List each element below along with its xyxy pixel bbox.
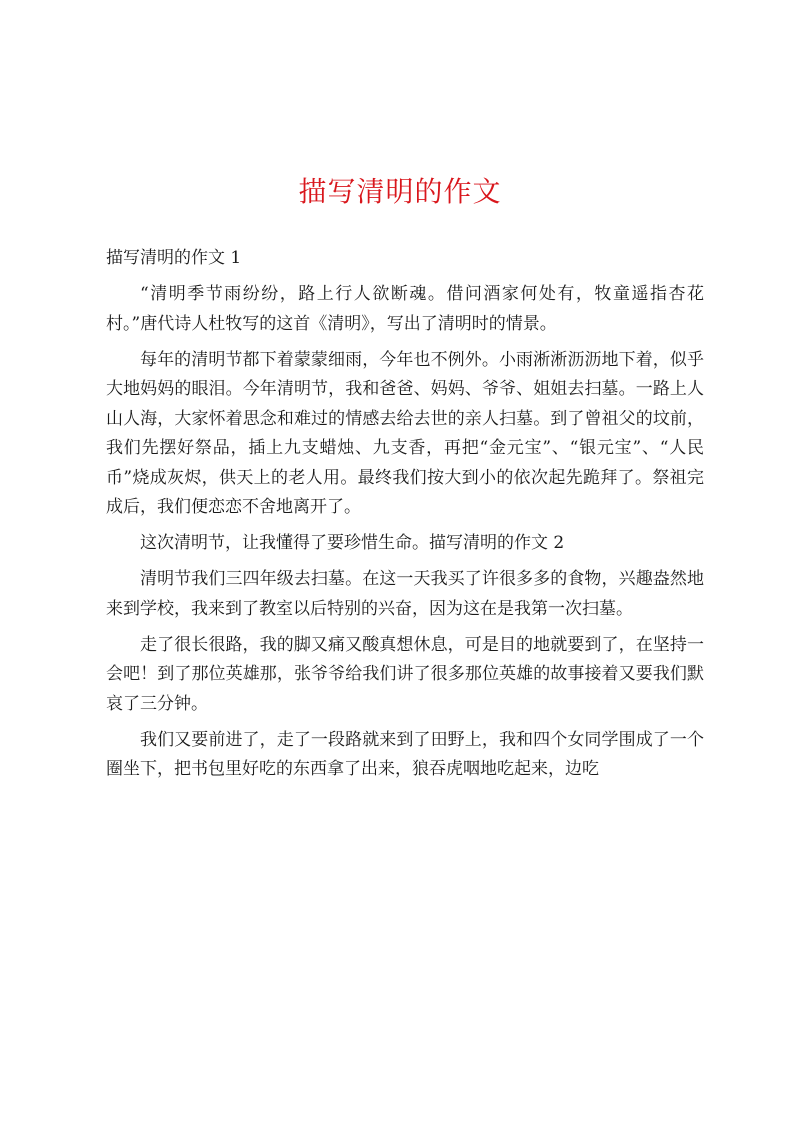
document-title: 描写清明的作文	[298, 175, 502, 208]
paragraph: “清明季节雨纷纷，路上行人欲断魂。借问酒家何处有，牧童遥指杏花村。”唐代诗人杜牧写的这首《清明》，写出了清明时的情景。	[106, 284, 704, 334]
paragraph: 每年的清明节都下着蒙蒙细雨，今年也不例外。小雨淅淅沥沥地下着，似乎大地妈妈的眼泪。今年清明节，我和爸爸、妈妈、爷爷、姐姐去扫墓。一路上人山人海，大家怀着思念和难过的情感去给去世的亲人扫墓。到了曾祖父的坟前，我们先摆好祭品，插上九支蜡烛、九支香，再把“金元宝”、“银元宝”、“人民币”烧成灰烬，供天上的老人用。最终我们按大到小的依次起先跪拜了。祭祖完成后，我们便恋恋不舍地离开了。	[106, 349, 704, 517]
paragraph: 走了很长很路，我的脚又痛又酸真想休息，可是目的地就要到了，在坚持一会吧！到了那位英雄那，张爷爷给我们讲了很多那位英雄的故事接着又要我们默哀了三分钟。	[106, 634, 704, 714]
paragraph: 这次清明节，让我懂得了要珍惜生命。描写清明的作文 2	[140, 533, 565, 553]
document-body	[106, 244, 704, 791]
section-heading: 描写清明的作文 1	[106, 248, 242, 268]
paragraph: 我们又要前进了，走了一段路就来到了田野上，我和四个女同学围成了一个圈坐下，把书包里好吃的东西拿了出来，狼吞虎咽地吃起来，边吃	[106, 729, 704, 779]
paragraph: 清明节我们三四年级去扫墓。在这一天我买了许很多多的食物，兴趣盎然地来到学校，我来到了教室以后特别的兴奋，因为这在是我第一次扫墓。	[106, 569, 704, 619]
